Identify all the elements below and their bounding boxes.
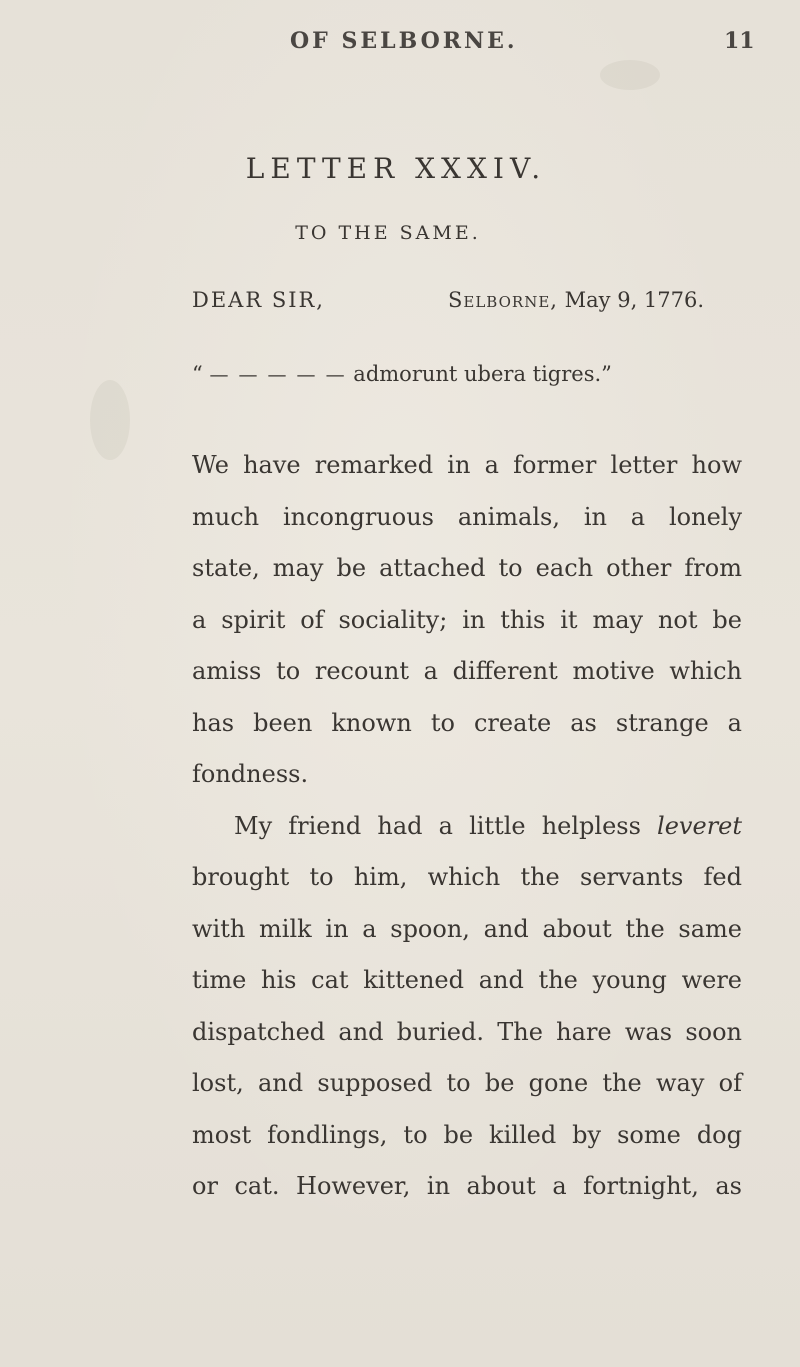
running-head: OF SELBORNE. (290, 28, 518, 54)
letter-title: LETTER XXXIV. (245, 152, 547, 185)
body-line-text: My friend had a little helpless (234, 811, 641, 840)
body-line: a spirit of sociality; in this it may not be (192, 605, 742, 634)
body-line: amiss to recount a different motive which (192, 657, 742, 685)
dateline-place: Selborne, (448, 288, 558, 312)
body-line: brought to him, which the servants fed (192, 863, 742, 891)
leveret-word: leveret (657, 811, 743, 840)
body-line: lost, and supposed to be gone the way of (192, 1069, 742, 1097)
paper-stain (600, 60, 660, 90)
page-number: 11 (724, 28, 755, 54)
paper-stain (90, 380, 130, 460)
body-line: or cat. However, in about a fortnight, as (192, 1172, 742, 1200)
page-header (0, 28, 800, 64)
body-line: much incongruous animals, in a lonely (192, 502, 742, 531)
epigraph (192, 362, 612, 386)
body-line: most fondlings, to be killed by some dog (192, 1120, 742, 1149)
letter-body (192, 440, 742, 1213)
body-line: with milk in a spoon, and about the same (192, 914, 742, 943)
dateline (448, 288, 704, 312)
epigraph-dashes: — — — — — (209, 364, 347, 386)
body-line: dispatched and buried. The hare was soon (192, 1017, 742, 1046)
epigraph-open-quote: “ (192, 362, 203, 386)
body-line: We have remarked in a former letter how (192, 451, 742, 479)
body-line: fondness. (192, 760, 309, 788)
body-line: time his cat kittened and the young were (192, 966, 742, 994)
dateline-date: May 9, 1776. (564, 288, 705, 312)
body-line: has been known to create as strange a (192, 708, 742, 737)
letter-recipient: TO THE SAME. (295, 222, 481, 244)
epigraph-text: admorunt ubera tigres.” (353, 362, 612, 386)
body-line: state, may be attached to each other from (192, 554, 742, 582)
body-line (192, 801, 742, 853)
salutation: DEAR SIR, (192, 288, 325, 312)
